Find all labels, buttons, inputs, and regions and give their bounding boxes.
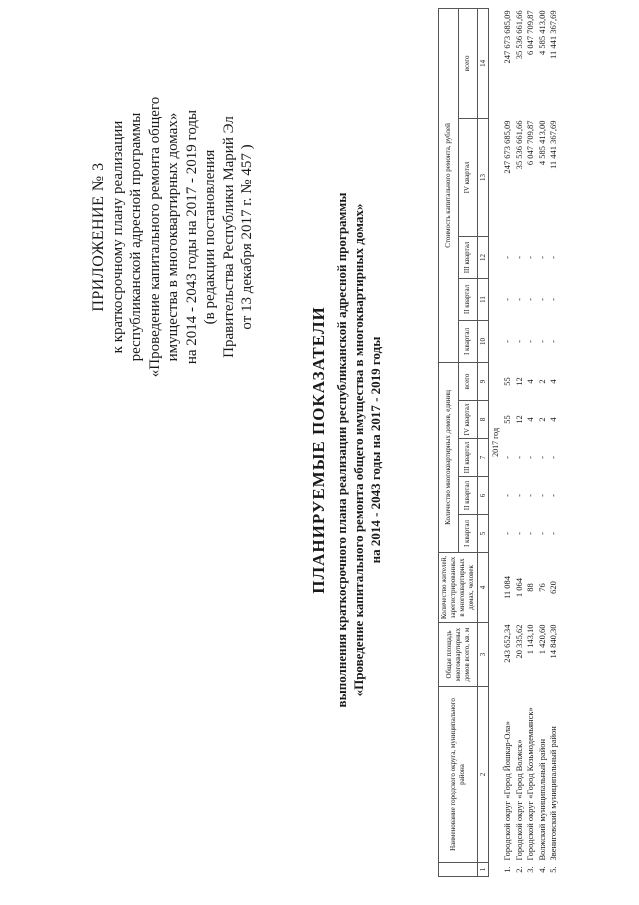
table-cell-n: 5. <box>548 866 558 873</box>
table-cell-s2: - <box>513 298 524 301</box>
table-cell-s2: - <box>525 298 535 301</box>
table-cell-c1: - <box>525 532 535 535</box>
table-cell-res: 88 <box>525 583 535 592</box>
header-cost-group: Стоимость капитального ремонта, рублей <box>439 8 459 362</box>
column-number: 6 <box>478 477 489 515</box>
appendix-line: от 13 декабря 2017 г. № 457 ) <box>239 144 255 330</box>
table-cell-s4: 35 536 661,66 <box>513 120 524 170</box>
table-cell-c4: 4 <box>525 417 535 422</box>
table-cell-name: Городской округ «Город Йошкар-Ола» <box>502 721 512 861</box>
table-cell-s3: - <box>502 256 512 259</box>
indicators-table <box>438 8 560 877</box>
table-row <box>537 8 549 876</box>
table-row <box>548 8 560 876</box>
header-cell <box>439 863 478 877</box>
table-cell-s1: - <box>536 340 547 343</box>
table-cell-c2: - <box>548 494 558 497</box>
table-cell-ct: 2 <box>536 379 547 384</box>
header-q2: II квартал <box>458 278 478 320</box>
appendix-block <box>90 47 257 427</box>
table-cell-c1: - <box>536 532 547 535</box>
table-cell-ct: 12 <box>513 377 524 386</box>
appendix-line: к краткосрочному плану реализации <box>109 120 126 354</box>
table-cell-s1: - <box>525 340 535 343</box>
appendix-heading: ПРИЛОЖЕНИЕ № 3 <box>90 162 107 312</box>
table-cell-st: 247 673 685,09 <box>502 10 512 64</box>
table-cell-s1: - <box>548 340 558 343</box>
table-row <box>525 8 537 876</box>
column-number: 4 <box>478 553 489 623</box>
column-number: 9 <box>478 362 489 400</box>
table-cell-ct: 55 <box>502 377 512 386</box>
table-cell-n: 2. <box>513 866 524 873</box>
header-q3: III квартал <box>458 439 478 477</box>
table-cell-c3: - <box>525 456 535 459</box>
table-cell-res: 1 064 <box>513 577 524 598</box>
table-cell-c4: 2 <box>536 417 547 422</box>
table-cell-area: 20 335,62 <box>513 624 524 659</box>
table-cell-c3: - <box>502 456 512 459</box>
table-cell-n: 4. <box>536 866 547 873</box>
header-q4: IV квартал <box>458 118 478 236</box>
table-row <box>514 8 526 876</box>
table-cell-c2: - <box>502 494 512 497</box>
table-cell-ct: 4 <box>525 379 535 384</box>
header-total: всего <box>458 362 478 400</box>
table-cell-area: 243 652,34 <box>502 624 512 663</box>
table-cell-name: Звениговский муниципальный район <box>548 726 558 861</box>
header-q4: IV квартал <box>458 401 478 439</box>
table-cell-s4: 6 047 709,87 <box>525 120 535 166</box>
column-number: 8 <box>478 401 489 439</box>
table-cell-area: 1 143,10 <box>525 624 535 655</box>
header-total: всего <box>458 8 478 118</box>
appendix-line: имущества в многоквартирных домах» <box>165 112 181 362</box>
header-residents: Количество жителей, зарегистрированных в многоквартирных домах, человек <box>439 553 478 623</box>
table-cell-c1: - <box>513 532 524 535</box>
appendix-line: республиканской адресной программы <box>128 112 144 362</box>
table-cell-ct: 4 <box>548 379 558 384</box>
appendix-line: Правительства Республики Марий Эл <box>220 116 237 358</box>
table-cell-c2: - <box>513 494 524 497</box>
column-number: 3 <box>478 623 489 687</box>
table-cell-st: 6 047 709,87 <box>525 10 535 56</box>
header-q3: III квартал <box>458 236 478 278</box>
appendix-line: (в редакции постановления <box>202 149 218 325</box>
table-cell-name: Городской округ «Город Волжск» <box>513 739 524 861</box>
column-number: 11 <box>478 278 489 320</box>
column-number: 2 <box>478 687 489 863</box>
table-cell-s2: - <box>548 298 558 301</box>
table-cell-c1: - <box>548 532 558 535</box>
table-cell-st: 11 441 367,69 <box>548 10 558 59</box>
table-cell-c4: 12 <box>513 415 524 424</box>
table-cell-s2: - <box>502 298 512 301</box>
title-line: на 2014 - 2043 годы на 2017 - 2019 годы <box>368 336 383 564</box>
table-cell-s4: 247 673 685,09 <box>502 120 512 174</box>
table-cell-s3: - <box>548 256 558 259</box>
column-number: 10 <box>478 320 489 362</box>
table-cell-s2: - <box>536 298 547 301</box>
table-cell-s3: - <box>513 256 524 259</box>
table-cell-n: 3. <box>525 866 535 873</box>
header-count-group: Количество многоквартирных домов, единиц <box>439 362 459 552</box>
table-row <box>502 8 514 876</box>
table-cell-res: 76 <box>536 583 547 592</box>
appendix-line: «Проведение капитального ремонта общего <box>146 96 163 378</box>
table-cell-s3: - <box>536 256 547 259</box>
table-cell-c3: - <box>536 456 547 459</box>
column-number: 7 <box>478 439 489 477</box>
table-cell-c3: - <box>548 456 558 459</box>
title-line: выполнения краткосрочного плана реализации республиканской адресной программы <box>334 192 349 708</box>
title-main: ПЛАНИРУЕМЫЕ ПОКАЗАТЕЛИ <box>309 306 328 594</box>
table-cell-name: Волжский муниципальный район <box>536 738 547 861</box>
year-label: 2017 год <box>490 427 500 457</box>
column-number: 12 <box>478 236 489 278</box>
column-number: 13 <box>478 118 489 236</box>
header-q1: I квартал <box>458 515 478 553</box>
column-number: 5 <box>478 515 489 553</box>
header-area: Общая площадь многоквартирных домов всего, кв. м <box>439 623 478 687</box>
header-q1: I квартал <box>458 320 478 362</box>
table-cell-res: 11 084 <box>502 575 512 600</box>
table-cell-n: 1. <box>502 866 512 873</box>
table-cell-area: 14 840,30 <box>548 624 558 659</box>
table-cell-s4: 4 585 413,00 <box>536 120 547 166</box>
table-cell-c4: 4 <box>548 417 558 422</box>
table-cell-c4: 55 <box>502 415 512 424</box>
document-title <box>310 65 384 835</box>
column-number: 14 <box>478 8 489 118</box>
header-name: Наименование городского округа, муниципального района <box>439 687 478 863</box>
table-cell-res: 620 <box>548 581 558 594</box>
table-cell-c1: - <box>502 532 512 535</box>
table-cell-c2: - <box>525 494 535 497</box>
header-q2: II квартал <box>458 477 478 515</box>
table-cell-s1: - <box>502 340 512 343</box>
table-cell-c3: - <box>513 456 524 459</box>
column-number: 1 <box>478 863 489 877</box>
column-number-row <box>478 8 489 876</box>
table-cell-s3: - <box>525 256 535 259</box>
table-cell-s1: - <box>513 340 524 343</box>
table-cell-c2: - <box>536 494 547 497</box>
table-cell-st: 35 536 661,66 <box>513 10 524 60</box>
table-cell-area: 1 420,60 <box>536 624 547 655</box>
title-line: «Проведение капитального ремонта общего имущества в многоквартирных домах» <box>351 203 366 697</box>
table-cell-name: Городской округ «Город Козьмодемьянск» <box>525 707 535 861</box>
table-cell-s4: 11 441 367,69 <box>548 120 558 169</box>
appendix-line: на 2014 - 2043 годы на 2017 - 2019 годы <box>183 109 200 365</box>
table-cell-st: 4 585 413,00 <box>536 10 547 56</box>
